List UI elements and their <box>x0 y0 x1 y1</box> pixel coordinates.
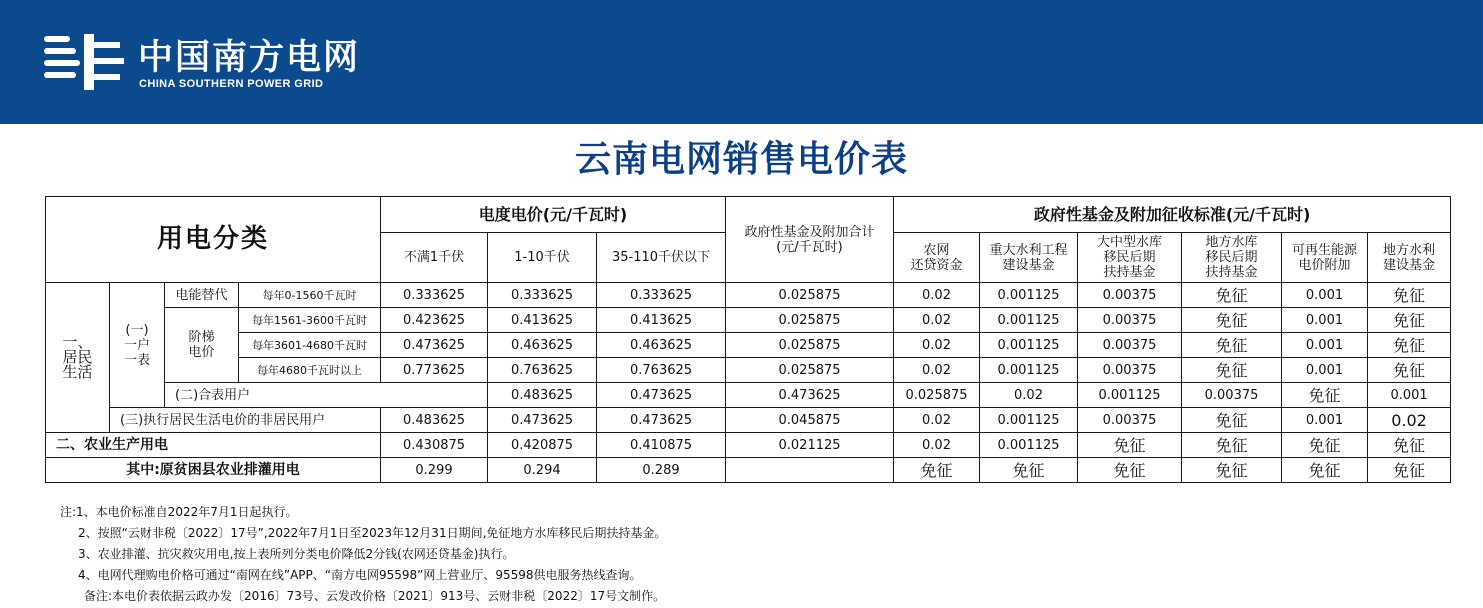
gov-total-cell: 0.025875 <box>726 283 894 308</box>
price-cell: 0.294 <box>488 458 597 483</box>
fund-cell: 免征 <box>1282 383 1368 408</box>
footnotes <box>60 502 666 607</box>
price-cell: 0.473625 <box>488 408 597 433</box>
price-cell: 0.423625 <box>381 308 488 333</box>
fund-cell: 0.001125 <box>980 433 1078 458</box>
price-cell: 0.773625 <box>381 358 488 383</box>
note-4: 4、电网代理购电价格可通过“南网在线”APP、“南方电网95598”网上营业厅、95598供电服务热线查询。 <box>78 568 642 582</box>
price-cell: 0.463625 <box>597 333 726 358</box>
table-row <box>46 308 1451 333</box>
price-cell: 0.430875 <box>381 433 488 458</box>
gov-total-cell: 0.025875 <box>726 308 894 333</box>
fund-cell: 0.00375 <box>1078 308 1182 333</box>
tier-range: 每年4680千瓦时以上 <box>239 358 381 383</box>
table-row <box>46 383 1451 408</box>
table-row <box>46 458 1451 483</box>
fund-cell: 0.02 <box>894 333 980 358</box>
fund-cell: 免征 <box>1368 458 1451 483</box>
gov-total-cell: 0.045875 <box>726 408 894 433</box>
tier-range: 每年1561-3600千瓦时 <box>239 308 381 333</box>
table-row <box>46 283 1451 308</box>
fund-cell: 免征 <box>1182 408 1282 433</box>
gov-total-cell: 0.025875 <box>726 358 894 383</box>
price-cell: 0.483625 <box>381 408 488 433</box>
fund-standard-header: 政府性基金及附加征收标准(元/千瓦时) <box>894 197 1451 233</box>
fund-cell: 0.001125 <box>1078 383 1182 408</box>
fund-cell: 0.00375 <box>1078 408 1182 433</box>
fund-cell: 免征 <box>1368 433 1451 458</box>
brand-header <box>0 0 1483 124</box>
fund-cell: 免征 <box>894 458 980 483</box>
gov-total-cell: 0.025875 <box>726 333 894 358</box>
shared-meter-label: (二)合表用户 <box>165 383 488 408</box>
fund-cell: 0.001 <box>1282 408 1368 433</box>
tier-range: 每年0-1560千瓦时 <box>239 283 381 308</box>
page-title: 云南电网销售电价表 <box>574 139 908 180</box>
price-cell: 0.333625 <box>381 283 488 308</box>
voltage-35-110kv-header: 35-110千伏以下 <box>597 233 726 283</box>
table-row <box>46 358 1451 383</box>
fund-cell: 免征 <box>1282 458 1368 483</box>
note-3: 3、农业排灌、抗灾救灾用电,按上表所列分类电价降低2分钱(农网还贷基金)执行。 <box>78 547 515 561</box>
table-row <box>46 408 1451 433</box>
note-2: 2、按照“云财非税〔2022〕17号”,2022年7月1日至2023年12月31日期间,免征地方水库移民后期扶持基金。 <box>78 526 667 540</box>
price-cell: 0.463625 <box>488 333 597 358</box>
fund-cell: 0.02 <box>894 408 980 433</box>
header-row-1 <box>46 197 1451 233</box>
fund-renewable-header: 可再生能源 电价附加 <box>1282 233 1368 283</box>
price-cell: 0.299 <box>381 458 488 483</box>
fund-cell: 0.00375 <box>1078 333 1182 358</box>
price-cell: 0.420875 <box>488 433 597 458</box>
fund-cell: 免征 <box>1078 433 1182 458</box>
fund-water-project-header: 重大水利工程 建设基金 <box>980 233 1078 283</box>
fund-cell: 免征 <box>1182 333 1282 358</box>
price-cell: 0.410875 <box>597 433 726 458</box>
tariff-table <box>45 196 1451 483</box>
fund-cell: 0.001 <box>1282 333 1368 358</box>
agriculture-label: 二、农业生产用电 <box>46 433 381 458</box>
fund-local-water-header: 地方水利 建设基金 <box>1368 233 1451 283</box>
gov-total-cell: 0.021125 <box>726 433 894 458</box>
fund-cell: 免征 <box>1368 308 1451 333</box>
table-row <box>46 333 1451 358</box>
energy-price-header: 电度电价(元/千瓦时) <box>381 197 726 233</box>
non-resident-label: (三)执行居民生活电价的非居民用户 <box>110 408 381 433</box>
single-meter-label: (一) 一户 一表 <box>110 283 165 408</box>
logo-chinese-name: 中国南方电网 <box>138 38 361 78</box>
price-cell: 0.483625 <box>488 383 597 408</box>
price-cell: 0.289 <box>597 458 726 483</box>
fund-cell: 0.001 <box>1368 383 1451 408</box>
fund-cell: 免征 <box>1078 458 1182 483</box>
logo-english-name: CHINA SOUTHERN POWER GRID <box>139 78 324 90</box>
fund-cell: 0.00375 <box>1078 358 1182 383</box>
fund-local-reservoir-header: 地方水库 移民后期 扶持基金 <box>1182 233 1282 283</box>
fund-cell: 0.001 <box>1282 283 1368 308</box>
fund-cell: 0.00375 <box>1182 383 1282 408</box>
fund-cell: 0.001125 <box>980 333 1078 358</box>
fund-cell: 0.02 <box>894 283 980 308</box>
price-cell: 0.763625 <box>488 358 597 383</box>
price-cell: 0.473625 <box>726 383 894 408</box>
fund-cell: 0.02 <box>980 383 1078 408</box>
note-remark: 备注:本电价表依据云政办发〔2016〕73号、云发改价格〔2021〕913号、云财非税〔2022〕17号文制作。 <box>84 589 666 603</box>
fund-cell: 0.001 <box>1282 358 1368 383</box>
irrigation-label: 其中:原贫困县农业排灌用电 <box>46 458 381 483</box>
gov-total-cell: 0.025875 <box>894 383 980 408</box>
price-cell: 0.413625 <box>597 308 726 333</box>
electrification-label: 电能替代 <box>165 283 239 308</box>
fund-cell: 0.02 <box>894 358 980 383</box>
note-1: 注:1、本电价标准自2022年7月1日起执行。 <box>60 505 298 519</box>
price-cell: 0.333625 <box>488 283 597 308</box>
fund-cell: 0.00375 <box>1078 283 1182 308</box>
fund-cell: 免征 <box>1368 333 1451 358</box>
fund-cell: 免征 <box>1368 358 1451 383</box>
csg-logo-icon <box>44 34 126 92</box>
table-row <box>46 433 1451 458</box>
fund-cell: 免征 <box>1182 358 1282 383</box>
fund-cell: 0.001125 <box>980 358 1078 383</box>
price-cell: 0.473625 <box>381 333 488 358</box>
fund-cell: 免征 <box>1182 458 1282 483</box>
fund-cell: 0.001125 <box>980 308 1078 333</box>
price-cell: 0.763625 <box>597 358 726 383</box>
fund-rural-grid-header: 农网 还贷资金 <box>894 233 980 283</box>
fund-cell: 免征 <box>1282 433 1368 458</box>
price-cell: 0.473625 <box>597 408 726 433</box>
tier-range: 每年3601-4680千瓦时 <box>239 333 381 358</box>
price-cell: 0.333625 <box>597 283 726 308</box>
fund-cell: 0.001125 <box>980 283 1078 308</box>
fund-cell: 0.02 <box>894 433 980 458</box>
fund-cell: 免征 <box>1368 283 1451 308</box>
fund-cell: 0.001 <box>1282 308 1368 333</box>
fund-cell: 0.02 <box>1368 408 1451 433</box>
fund-cell: 免征 <box>1182 283 1282 308</box>
voltage-1-10kv-header: 1-10千伏 <box>488 233 597 283</box>
fund-cell: 0.02 <box>894 308 980 333</box>
fund-cell: 免征 <box>1182 433 1282 458</box>
category-header: 用电分类 <box>46 197 381 283</box>
gov-total-cell <box>726 458 894 483</box>
gov-total-header: 政府性基金及附加合计 (元/千瓦时) <box>726 197 894 283</box>
price-cell: 0.473625 <box>597 383 726 408</box>
voltage-under-1kv-header: 不满1千伏 <box>381 233 488 283</box>
fund-large-reservoir-header: 大中型水库 移民后期 扶持基金 <box>1078 233 1182 283</box>
tiered-price-label: 阶梯 电价 <box>165 308 239 383</box>
price-cell: 0.413625 <box>488 308 597 333</box>
fund-cell: 免征 <box>980 458 1078 483</box>
residential-label: 一、 居民 生活 <box>46 283 110 433</box>
fund-cell: 0.001125 <box>980 408 1078 433</box>
fund-cell: 免征 <box>1182 308 1282 333</box>
